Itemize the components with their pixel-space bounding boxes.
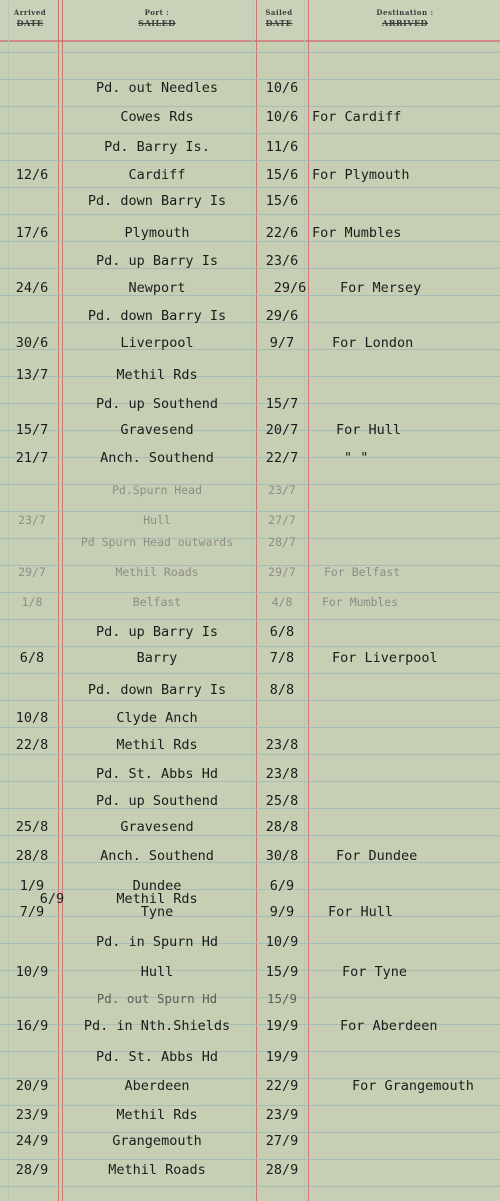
header-sailed-sub: DATE (265, 18, 293, 28)
row-30-arrived: 6/9 (39, 891, 65, 907)
row-34-sailed: 15/9 (266, 991, 298, 1006)
row-29-sailed: 6/9 (269, 878, 295, 894)
row-33-destination: For Tyne (342, 964, 408, 980)
column-rule (252, 0, 253, 1201)
row-35-sailed: 19/9 (265, 1018, 299, 1034)
row-37-sailed: 22/9 (265, 1078, 299, 1094)
row-25-port: Pd. St. Abbs Hd (96, 766, 218, 782)
header-arrived (2, 8, 58, 28)
row-37-arrived: 20/9 (15, 1078, 49, 1094)
row-39-port: Grangemouth (112, 1133, 202, 1149)
row-36-sailed: 19/9 (265, 1049, 299, 1065)
row-22-port: Pd. down Barry Is (87, 682, 227, 698)
row-15-port: Pd.Spurn Head (111, 483, 202, 497)
ruled-line (0, 160, 500, 161)
row-8-port: Newport (128, 280, 186, 296)
header-destination (310, 8, 500, 28)
row-3-sailed: 11/6 (265, 139, 299, 155)
header-sailed-label: Sailed (265, 8, 293, 17)
row-17-port: Pd Spurn Head outwards (80, 535, 234, 549)
row-14-destination: " " (344, 450, 369, 466)
row-6-sailed: 22/6 (265, 225, 299, 241)
header-arrived-sub: DATE (16, 18, 44, 28)
row-26-port: Pd. up Southend (96, 793, 218, 809)
row-14-arrived: 21/7 (15, 450, 49, 466)
row-28-sailed: 30/8 (265, 848, 299, 864)
row-6-port: Plymouth (124, 225, 190, 241)
row-19-port: Belfast (132, 595, 182, 609)
row-28-arrived: 28/8 (15, 848, 49, 864)
row-35-port: Pd. in Nth.Shields (83, 1018, 231, 1034)
row-10-arrived: 30/6 (15, 335, 49, 351)
header-row (0, 0, 500, 42)
row-39-sailed: 27/9 (265, 1133, 299, 1149)
row-22-sailed: 8/8 (269, 682, 295, 698)
row-24-port: Methil Rds (116, 737, 198, 753)
ruled-line (0, 754, 500, 755)
row-19-sailed: 4/8 (271, 595, 293, 609)
row-3-port: Pd. Barry Is. (104, 139, 210, 155)
row-28-destination: For Dundee (336, 848, 418, 864)
row-38-port: Methil Rds (116, 1107, 198, 1123)
row-21-port: Barry (136, 650, 178, 666)
ruled-line (0, 187, 500, 188)
ruled-line (0, 619, 500, 620)
row-35-destination: For Aberdeen (340, 1018, 438, 1034)
row-21-arrived: 6/8 (19, 650, 45, 666)
row-37-port: Aberdeen (124, 1078, 190, 1094)
row-26-sailed: 25/8 (265, 793, 299, 809)
row-31-sailed: 9/9 (269, 904, 295, 920)
row-14-port: Anch. Southend (100, 450, 214, 466)
row-33-arrived: 10/9 (15, 964, 49, 980)
header-arrived-label: Arrived (13, 8, 47, 17)
row-23-arrived: 10/8 (15, 710, 49, 726)
ruled-line (0, 1159, 500, 1160)
header-destination-label: Destination : (376, 8, 434, 17)
ruled-line (0, 700, 500, 701)
row-31-arrived: 7/9 (19, 904, 45, 920)
ruled-line (0, 673, 500, 674)
ruled-line (0, 52, 500, 53)
row-10-sailed: 9/7 (269, 335, 295, 351)
row-4-destination: For Plymouth (312, 167, 410, 183)
row-20-sailed: 6/8 (269, 624, 295, 640)
row-18-port: Methil Roads (115, 565, 199, 579)
row-14-sailed: 22/7 (265, 450, 299, 466)
row-7-port: Pd. up Barry Is (96, 253, 218, 269)
row-20-port: Pd. up Barry Is (96, 624, 218, 640)
row-13-destination: For Hull (336, 422, 402, 438)
row-34-port: Pd. out Spurn Hd (96, 991, 218, 1006)
row-16-sailed: 27/7 (268, 513, 296, 527)
row-35-arrived: 16/9 (15, 1018, 49, 1034)
row-30-port: Methil Rds (116, 891, 198, 907)
header-port-label: Port : (144, 8, 170, 17)
ruled-line (0, 646, 500, 647)
row-39-arrived: 24/9 (15, 1133, 49, 1149)
row-38-arrived: 23/9 (15, 1107, 49, 1123)
row-1-sailed: 10/6 (265, 80, 299, 96)
row-2-destination: For Cardiff (312, 109, 402, 125)
row-29-port: Dundee (132, 878, 182, 894)
row-10-destination: For London (332, 335, 414, 351)
row-40-sailed: 28/9 (265, 1162, 299, 1178)
ruled-line (0, 727, 500, 728)
row-6-arrived: 17/6 (15, 225, 49, 241)
header-destination-sub: ARRIVED (382, 18, 428, 28)
ruled-line (0, 133, 500, 134)
row-5-sailed: 15/6 (265, 193, 299, 209)
row-12-sailed: 15/7 (265, 396, 299, 412)
row-2-sailed: 10/6 (265, 109, 299, 125)
ruled-line (0, 1186, 500, 1187)
header-sailed (254, 8, 304, 28)
row-13-arrived: 15/7 (15, 422, 49, 438)
row-36-port: Pd. St. Abbs Hd (96, 1049, 218, 1065)
row-19-arrived: 1/8 (21, 595, 43, 609)
row-16-port: Hull (143, 513, 171, 527)
row-32-sailed: 10/9 (265, 934, 299, 950)
row-32-port: Pd. in Spurn Hd (96, 934, 218, 950)
row-24-arrived: 22/8 (15, 737, 49, 753)
row-29-arrived: 1/9 (19, 878, 45, 894)
row-13-port: Gravesend (120, 422, 194, 438)
header-port (62, 8, 252, 28)
row-8-destination: For Mersey (340, 280, 422, 296)
ruled-line (0, 106, 500, 107)
row-4-sailed: 15/6 (265, 167, 299, 183)
row-8-arrived: 24/6 (15, 280, 49, 296)
ruled-line (0, 214, 500, 215)
row-33-port: Hull (140, 964, 174, 980)
row-19-destination: For Mumbles (322, 595, 399, 609)
row-25-sailed: 23/8 (265, 766, 299, 782)
header-port-sub: SAILED (138, 18, 176, 28)
row-16-arrived: 23/7 (18, 513, 46, 527)
row-9-port: Pd. down Barry Is (87, 308, 227, 324)
row-31-port: Tyne (140, 904, 174, 920)
row-10-port: Liverpool (120, 335, 194, 351)
row-18-sailed: 29/7 (268, 565, 296, 579)
row-21-sailed: 7/8 (269, 650, 295, 666)
row-21-destination: For Liverpool (332, 650, 438, 666)
row-11-port: Methil Rds (116, 367, 198, 383)
row-9-sailed: 29/6 (265, 308, 299, 324)
row-23-port: Clyde Anch (116, 710, 198, 726)
row-40-port: Methil Roads (108, 1162, 206, 1178)
row-18-destination: For Belfast (324, 565, 401, 579)
row-11-arrived: 13/7 (15, 367, 49, 383)
row-4-arrived: 12/6 (15, 167, 49, 183)
row-13-sailed: 20/7 (265, 422, 299, 438)
row-27-port: Gravesend (120, 819, 194, 835)
row-1-port: Pd. out Needles (96, 80, 218, 96)
row-40-arrived: 28/9 (15, 1162, 49, 1178)
row-6-destination: For Mumbles (312, 225, 402, 241)
row-27-sailed: 28/8 (265, 819, 299, 835)
row-7-sailed: 23/6 (265, 253, 299, 269)
row-18-arrived: 29/7 (18, 565, 46, 579)
row-27-arrived: 25/8 (15, 819, 49, 835)
row-2-port: Cowes Rds (120, 109, 194, 125)
row-31-destination: For Hull (328, 904, 394, 920)
row-4-port: Cardiff (128, 167, 186, 183)
row-24-sailed: 23/8 (265, 737, 299, 753)
row-8-sailed: 29/6 (273, 280, 307, 296)
row-5-port: Pd. down Barry Is (87, 193, 227, 209)
row-28-port: Anch. Southend (100, 848, 214, 864)
row-37-destination: For Grangemouth (352, 1078, 474, 1094)
row-33-sailed: 15/9 (265, 964, 299, 980)
row-38-sailed: 23/9 (265, 1107, 299, 1123)
row-15-sailed: 23/7 (268, 483, 296, 497)
row-17-sailed: 28/7 (268, 535, 296, 549)
row-12-port: Pd. up Southend (96, 396, 218, 412)
